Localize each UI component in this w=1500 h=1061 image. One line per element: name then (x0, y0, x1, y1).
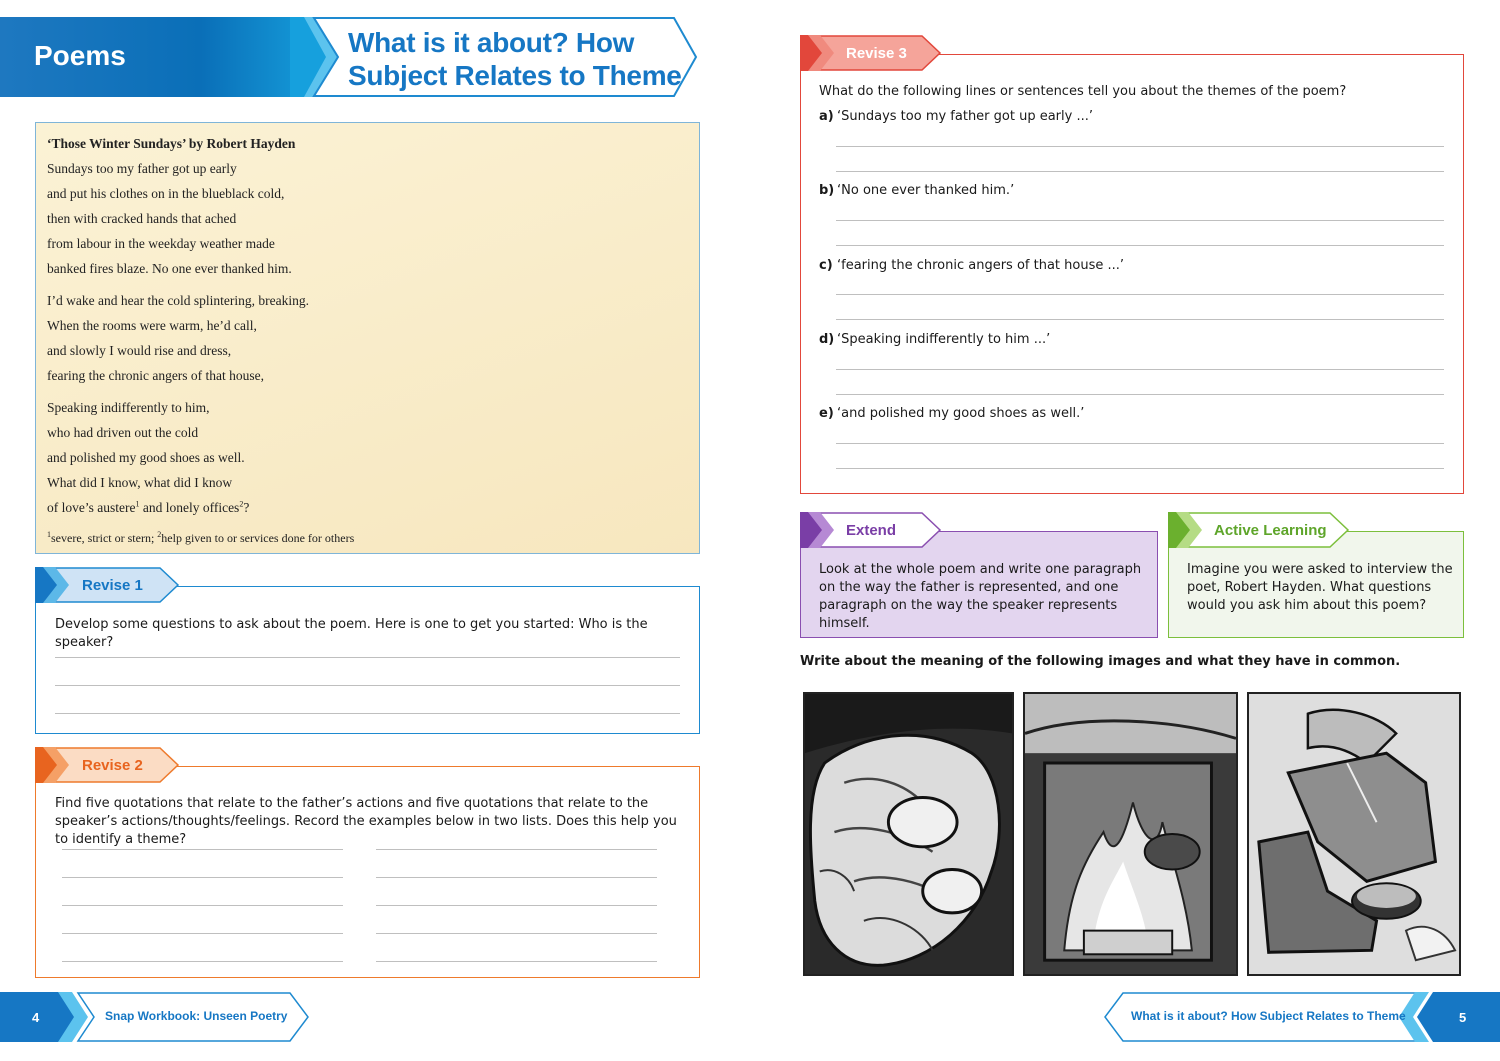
poem-line: fearing the chronic angers of that house, (47, 368, 265, 383)
footnote-marker: 2 (157, 530, 162, 539)
answer-line[interactable] (376, 905, 657, 906)
answer-line[interactable] (62, 849, 343, 850)
answer-line[interactable] (376, 849, 657, 850)
poem-stanza-3 (47, 395, 309, 520)
revise-3-label: Revise 3 (846, 45, 907, 62)
extend-label: Extend (846, 522, 897, 539)
page-title: What is it about? How Subject Relates to Theme (348, 27, 682, 91)
revise-2-prompt: Find five quotations that relate to the father’s actions and five quotations that relate to the speaker’s actions/thoughts/feelings. Record the examples below in two lists. Does this help you to identify a theme? (55, 796, 677, 847)
poem-text (47, 131, 309, 527)
question-text: ‘Sundays too my father got up early ...’ (837, 109, 1093, 124)
footnote-marker: 1 (135, 499, 140, 509)
answer-line[interactable] (376, 877, 657, 878)
poem-line: Sundays too my father got up early (47, 161, 237, 176)
answer-line[interactable] (376, 961, 657, 962)
answer-line[interactable] (55, 713, 680, 714)
poem-line: I’d wake and hear the cold splintering, breaking. (47, 293, 310, 308)
answer-line[interactable] (836, 294, 1444, 295)
revise-3-question-a (819, 108, 1439, 126)
poem-line: from labour in the weekday weather made (47, 236, 275, 251)
poem-last-line (47, 495, 309, 520)
poem-line: Speaking indifferently to him, (47, 400, 210, 415)
question-text: ‘No one ever thanked him.’ (837, 183, 1015, 198)
revise-1-box (35, 586, 700, 734)
answer-line[interactable] (376, 933, 657, 934)
revise-3-question-c (819, 257, 1439, 275)
right-page-number: 5 (1459, 1010, 1467, 1025)
revise-3-question-e (819, 405, 1439, 423)
images-prompt: Write about the meaning of the following images and what they have in common. (800, 654, 1401, 669)
poem-line: and put his clothes on in the blueblack cold, (47, 186, 285, 201)
poem-last-line-part: and lonely offices (139, 500, 240, 515)
drawing-polishing-shoes-image (1247, 692, 1461, 976)
revise-1-label: Revise 1 (82, 577, 143, 594)
footnote-text: help given to or services done for others (161, 531, 355, 545)
answer-line[interactable] (55, 657, 680, 658)
question-letter: b) (819, 183, 835, 198)
right-footer-title: What is it about? How Subject Relates to Theme (1131, 1009, 1406, 1023)
poem-last-line-part: ? (243, 500, 250, 515)
revise-3-question-b (819, 182, 1439, 200)
left-page-number: 4 (32, 1010, 40, 1025)
poem-line: then with cracked hands that ached (47, 211, 237, 226)
answer-line[interactable] (836, 369, 1444, 370)
revise-2-label: Revise 2 (82, 757, 143, 774)
question-letter: d) (819, 332, 835, 347)
answer-line[interactable] (62, 877, 343, 878)
poem-stanza-2 (47, 288, 309, 388)
revise-3-question-d (819, 331, 1439, 349)
left-footer-title: Snap Workbook: Unseen Poetry (105, 1009, 288, 1023)
answer-line[interactable] (836, 394, 1444, 395)
section-title: Poems (34, 40, 126, 71)
poem-line: who had driven out the cold (47, 425, 199, 440)
poem-line: and polished my good shoes as well. (47, 450, 245, 465)
answer-line[interactable] (55, 685, 680, 686)
drawing-fire-stove-image (1023, 692, 1238, 976)
drawing-hands-image (803, 692, 1014, 976)
answer-line[interactable] (836, 468, 1444, 469)
question-letter: a) (819, 109, 834, 124)
poem-line: What did I know, what did I know (47, 475, 233, 490)
footnote-marker: 2 (239, 499, 244, 509)
poem-line: When the rooms were warm, he’d call, (47, 318, 257, 333)
revise-1-prompt: Develop some questions to ask about the poem. Here is one to get you started: Who is the speaker? (55, 617, 648, 650)
answer-line[interactable] (836, 245, 1444, 246)
question-letter: e) (819, 406, 834, 421)
question-letter: c) (819, 258, 833, 273)
question-text: ‘fearing the chronic angers of that house ...’ (837, 258, 1125, 273)
answer-line[interactable] (836, 319, 1444, 320)
question-text: ‘and polished my good shoes as well.’ (837, 406, 1085, 421)
poem-line: and slowly I would rise and dress, (47, 343, 232, 358)
revise-3-intro: What do the following lines or sentences tell you about the themes of the poem? (819, 84, 1347, 99)
poem-title: ‘Those Winter Sundays’ by Robert Hayden (47, 136, 296, 151)
active-learning-prompt: Imagine you were asked to interview the poet, Robert Hayden. What questions would you ask him about this poem? (1187, 562, 1453, 613)
answer-line[interactable] (836, 220, 1444, 221)
poem-line: banked fires blaze. No one ever thanked him. (47, 261, 292, 276)
footnote-text: severe, strict or stern; (51, 531, 158, 545)
answer-line[interactable] (62, 905, 343, 906)
footnote-marker: 1 (47, 530, 51, 539)
answer-line[interactable] (836, 171, 1444, 172)
answer-line[interactable] (836, 443, 1444, 444)
answer-line[interactable] (62, 933, 343, 934)
poem-footnote (47, 531, 354, 546)
poem-last-line-part: of love’s austere (47, 500, 136, 515)
poem-panel (35, 122, 700, 554)
extend-prompt: Look at the whole poem and write one paragraph on the way the father is represented, and one paragraph on the way the speaker represents himself. (819, 562, 1142, 631)
question-text: ‘Speaking indifferently to him ...’ (837, 332, 1051, 347)
poem-stanza-1 (47, 156, 309, 281)
answer-line[interactable] (836, 146, 1444, 147)
answer-line[interactable] (62, 961, 343, 962)
active-learning-label: Active Learning (1214, 522, 1327, 539)
